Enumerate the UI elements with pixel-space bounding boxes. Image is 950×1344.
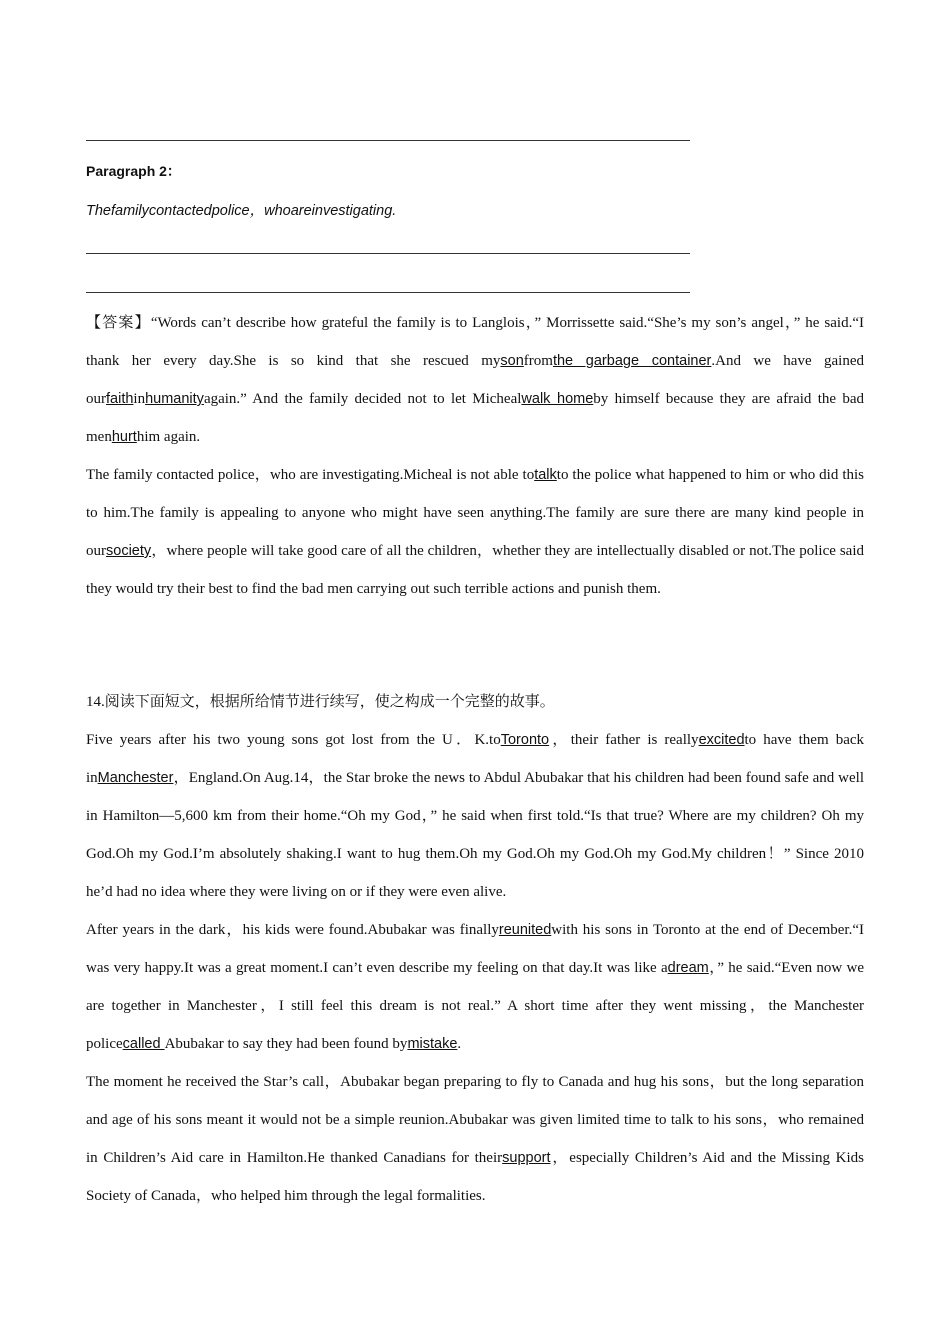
filled-answer-word: called bbox=[122, 1036, 165, 1052]
answer-line-2 bbox=[86, 253, 690, 254]
paragraph2-hint: Thefamilycontactedpolice，whoareinvestigating. bbox=[86, 203, 397, 219]
filled-answer-word: Manchester bbox=[97, 770, 174, 786]
answer-paragraph-2 bbox=[86, 456, 864, 608]
filled-answer-word: society bbox=[106, 543, 152, 559]
filled-answer-word: the garbage container bbox=[552, 353, 712, 369]
passage-paragraph-2 bbox=[86, 911, 864, 1063]
question-14-title: 14.阅读下面短文，根据所给情节进行续写，使之构成一个完整的故事。 bbox=[86, 694, 555, 710]
filled-answer-word: walk home bbox=[521, 391, 594, 407]
filled-answer-word: humanity bbox=[145, 391, 204, 407]
answer-block bbox=[86, 304, 864, 608]
passage-p3-text: The moment he received the Star’s call，Abubakar began preparing to fly to Canada and hug his sons，but the long separation and age of his sons meant it would not be a simple reunion.Abubakar was given limited time to talk to his sons，who remained in Children’s Aid care in Hamilton.He thanked Canadians for theirsupport，especially Children’s Aid and the Missing Kids Society of Canada，who helped him through the legal formalities. bbox=[86, 1074, 864, 1204]
passage-p2-text: After years in the dark，his kids were found.Abubakar was finallyreunitedwith his sons in Toronto at the end of December.“I was very happy.It was a great moment.I can’t even describe my feeling on that day.It was like adream，” he said.“Even now we are together in Manchester，I still feel this dream is not real.” A short time after they went missing，the Manchester policecalled Abubakar to say they had been found bymistake. bbox=[86, 922, 864, 1052]
filled-answer-word: mistake bbox=[407, 1036, 458, 1052]
paragraph2-heading: Paragraph 2： bbox=[86, 163, 181, 179]
filled-answer-word: support bbox=[502, 1150, 551, 1166]
filled-answer-word: hurt bbox=[111, 429, 137, 445]
question-14-passage bbox=[86, 721, 864, 1215]
answer-line-1 bbox=[86, 140, 690, 141]
filled-answer-word: talk bbox=[534, 467, 557, 483]
filled-answer-word: Toronto bbox=[500, 732, 550, 748]
filled-answer-word: dream bbox=[667, 960, 709, 976]
filled-answer-word: faith bbox=[106, 391, 134, 407]
filled-answer-word: excited bbox=[698, 732, 745, 748]
filled-answer-word: son bbox=[500, 353, 524, 369]
answer-line-3 bbox=[86, 292, 690, 293]
passage-paragraph-3 bbox=[86, 1063, 864, 1215]
passage-p1-text: Five years after his two young sons got lost from the U．K.toToronto，their father is reallyexcitedto have them back inManchester，England.On Aug.14，the Star broke the news to Abdul Abubakar that his children had been found safe and well in Hamilton—5,600 km from their home.“Oh my God，” he said when first told.“Is that true? Where are my children? Oh my God.Oh my God.I’m absolutely shaking.I want to hug them.Oh my God.Oh my God.Oh my God.My children！” Since 2010 he’d had no idea where they were living on or if they were even alive. bbox=[86, 732, 865, 900]
filled-answer-word: reunited bbox=[498, 922, 552, 938]
answer-paragraph-1 bbox=[86, 304, 864, 456]
answer-p2-text: The family contacted police，who are investigating.Micheal is not able totalkto the police what happened to him or who did this to him.The family is appealing to anyone who might have seen anything.The family are sure there are many kind people in oursociety，where people will take good care of all the children，whether they are intellectually disabled or not.The police said they would try their best to find the bad men carrying out such terrible actions and punish them. bbox=[86, 467, 864, 597]
passage-paragraph-1 bbox=[86, 721, 864, 911]
answer-p1-text: “Words can’t describe how grateful the family is to Langlois，” Morrissette said.“She’s my son’s angel，” he said.“I thank her every day.She is so kind that she rescued mysonfromthe garbage container.And we have gained ourfaithinhumanityagain.” And the family decided not to let Michealwalk homeby himself because they are afraid the bad menhurthim again. bbox=[86, 315, 865, 445]
answer-label: 【答案】 bbox=[86, 315, 151, 331]
